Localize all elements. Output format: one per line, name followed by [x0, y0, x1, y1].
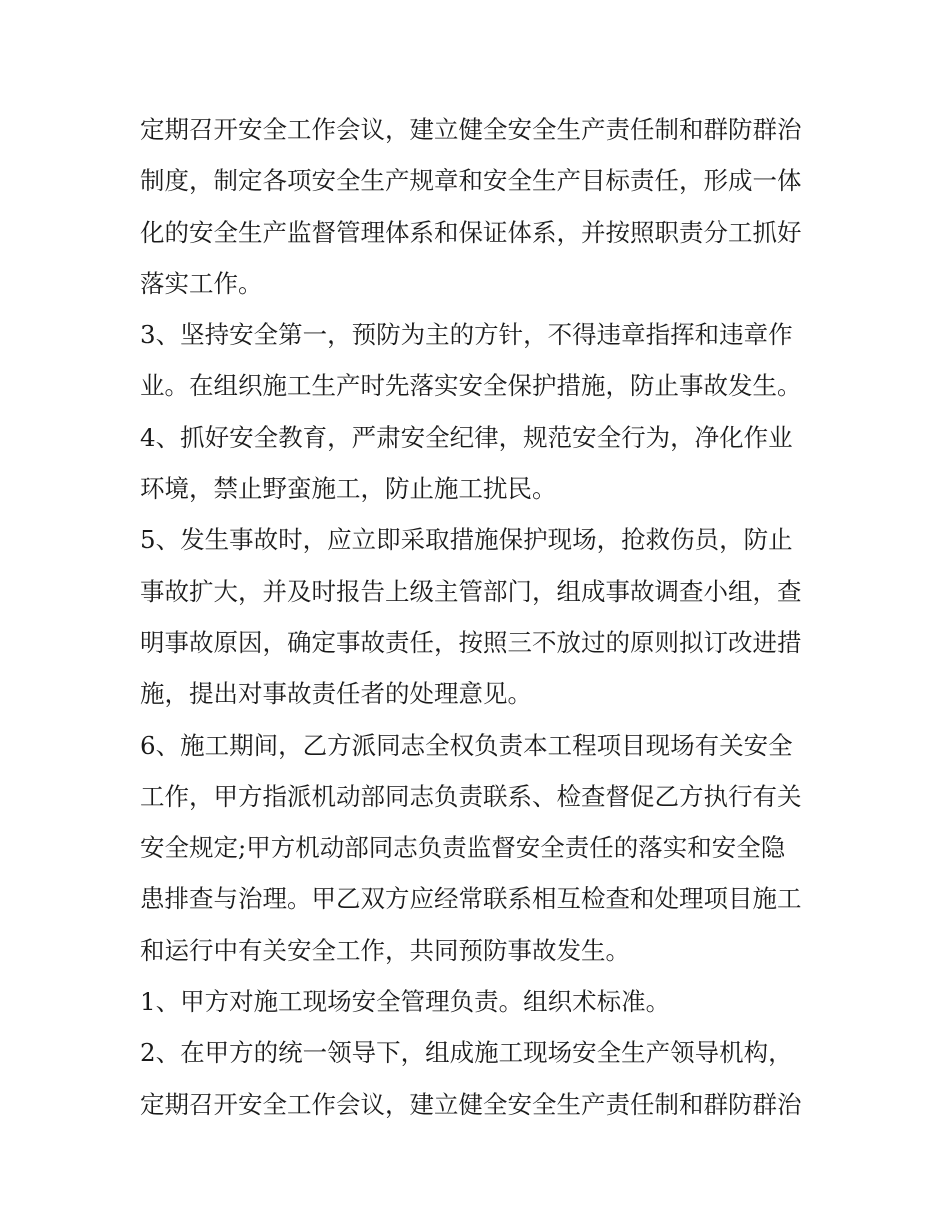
- text-line: 1、甲方对施工现场安全管理负责。组织术标准。: [140, 987, 671, 1017]
- text-line: 工作，甲方指派机动部同志负责联系、检查督促乙方执行有关: [140, 781, 802, 811]
- text-line: 定期召开安全工作会议，建立健全安全生产责任制和群防群治: [140, 115, 802, 144]
- text-line: 3、坚持安全第一，预防为主的方针，不得违章指挥和违章作: [140, 320, 793, 350]
- text-line: 6、施工期间，乙方派同志全权负责本工程项目现场有关安全: [140, 730, 793, 760]
- text-line: 化的安全生产监督管理体系和保证体系，并按照职责分工抓好: [140, 217, 802, 247]
- text-line: 患排查与治理。甲乙双方应经常联系相互检查和处理项目施工: [140, 884, 802, 914]
- text-line: 明事故原因，确定事故责任，按照三不放过的原则拟订改进措: [140, 627, 802, 657]
- text-line: 安全规定;甲方机动部同志负责监督安全责任的落实和安全隐: [140, 833, 786, 863]
- text-line: 施，提出对事故责任者的处理意见。: [140, 679, 532, 709]
- text-line: 定期召开安全工作会议，建立健全安全生产责任制和群防群治: [140, 1089, 802, 1119]
- text-line: 环境，禁止野蛮施工，防止施工扰民。: [140, 474, 557, 504]
- text-line: 和运行中有关安全工作，共同预防事故发生。: [140, 935, 630, 965]
- document-body: [140, 104, 830, 1130]
- text-line: 制度，制定各项安全生产规章和安全生产目标责任，形成一体: [140, 166, 802, 196]
- text-line: 落实工作。: [140, 268, 263, 298]
- text-line: 事故扩大，并及时报告上级主管部门，组成事故调查小组，查: [140, 576, 802, 606]
- text-line: 业。在组织施工生产时先落实安全保护措施，防止事故发生。: [140, 371, 802, 401]
- text-line: 5、发生事故时，应立即采取措施保护现场，抢救伤员，防止: [140, 525, 793, 555]
- text-line: 4、抓好安全教育，严肃安全纪律，规范安全行为，净化作业: [140, 422, 793, 452]
- text-line: 2、在甲方的统一领导下，组成施工现场安全生产领导机构，: [140, 1038, 793, 1068]
